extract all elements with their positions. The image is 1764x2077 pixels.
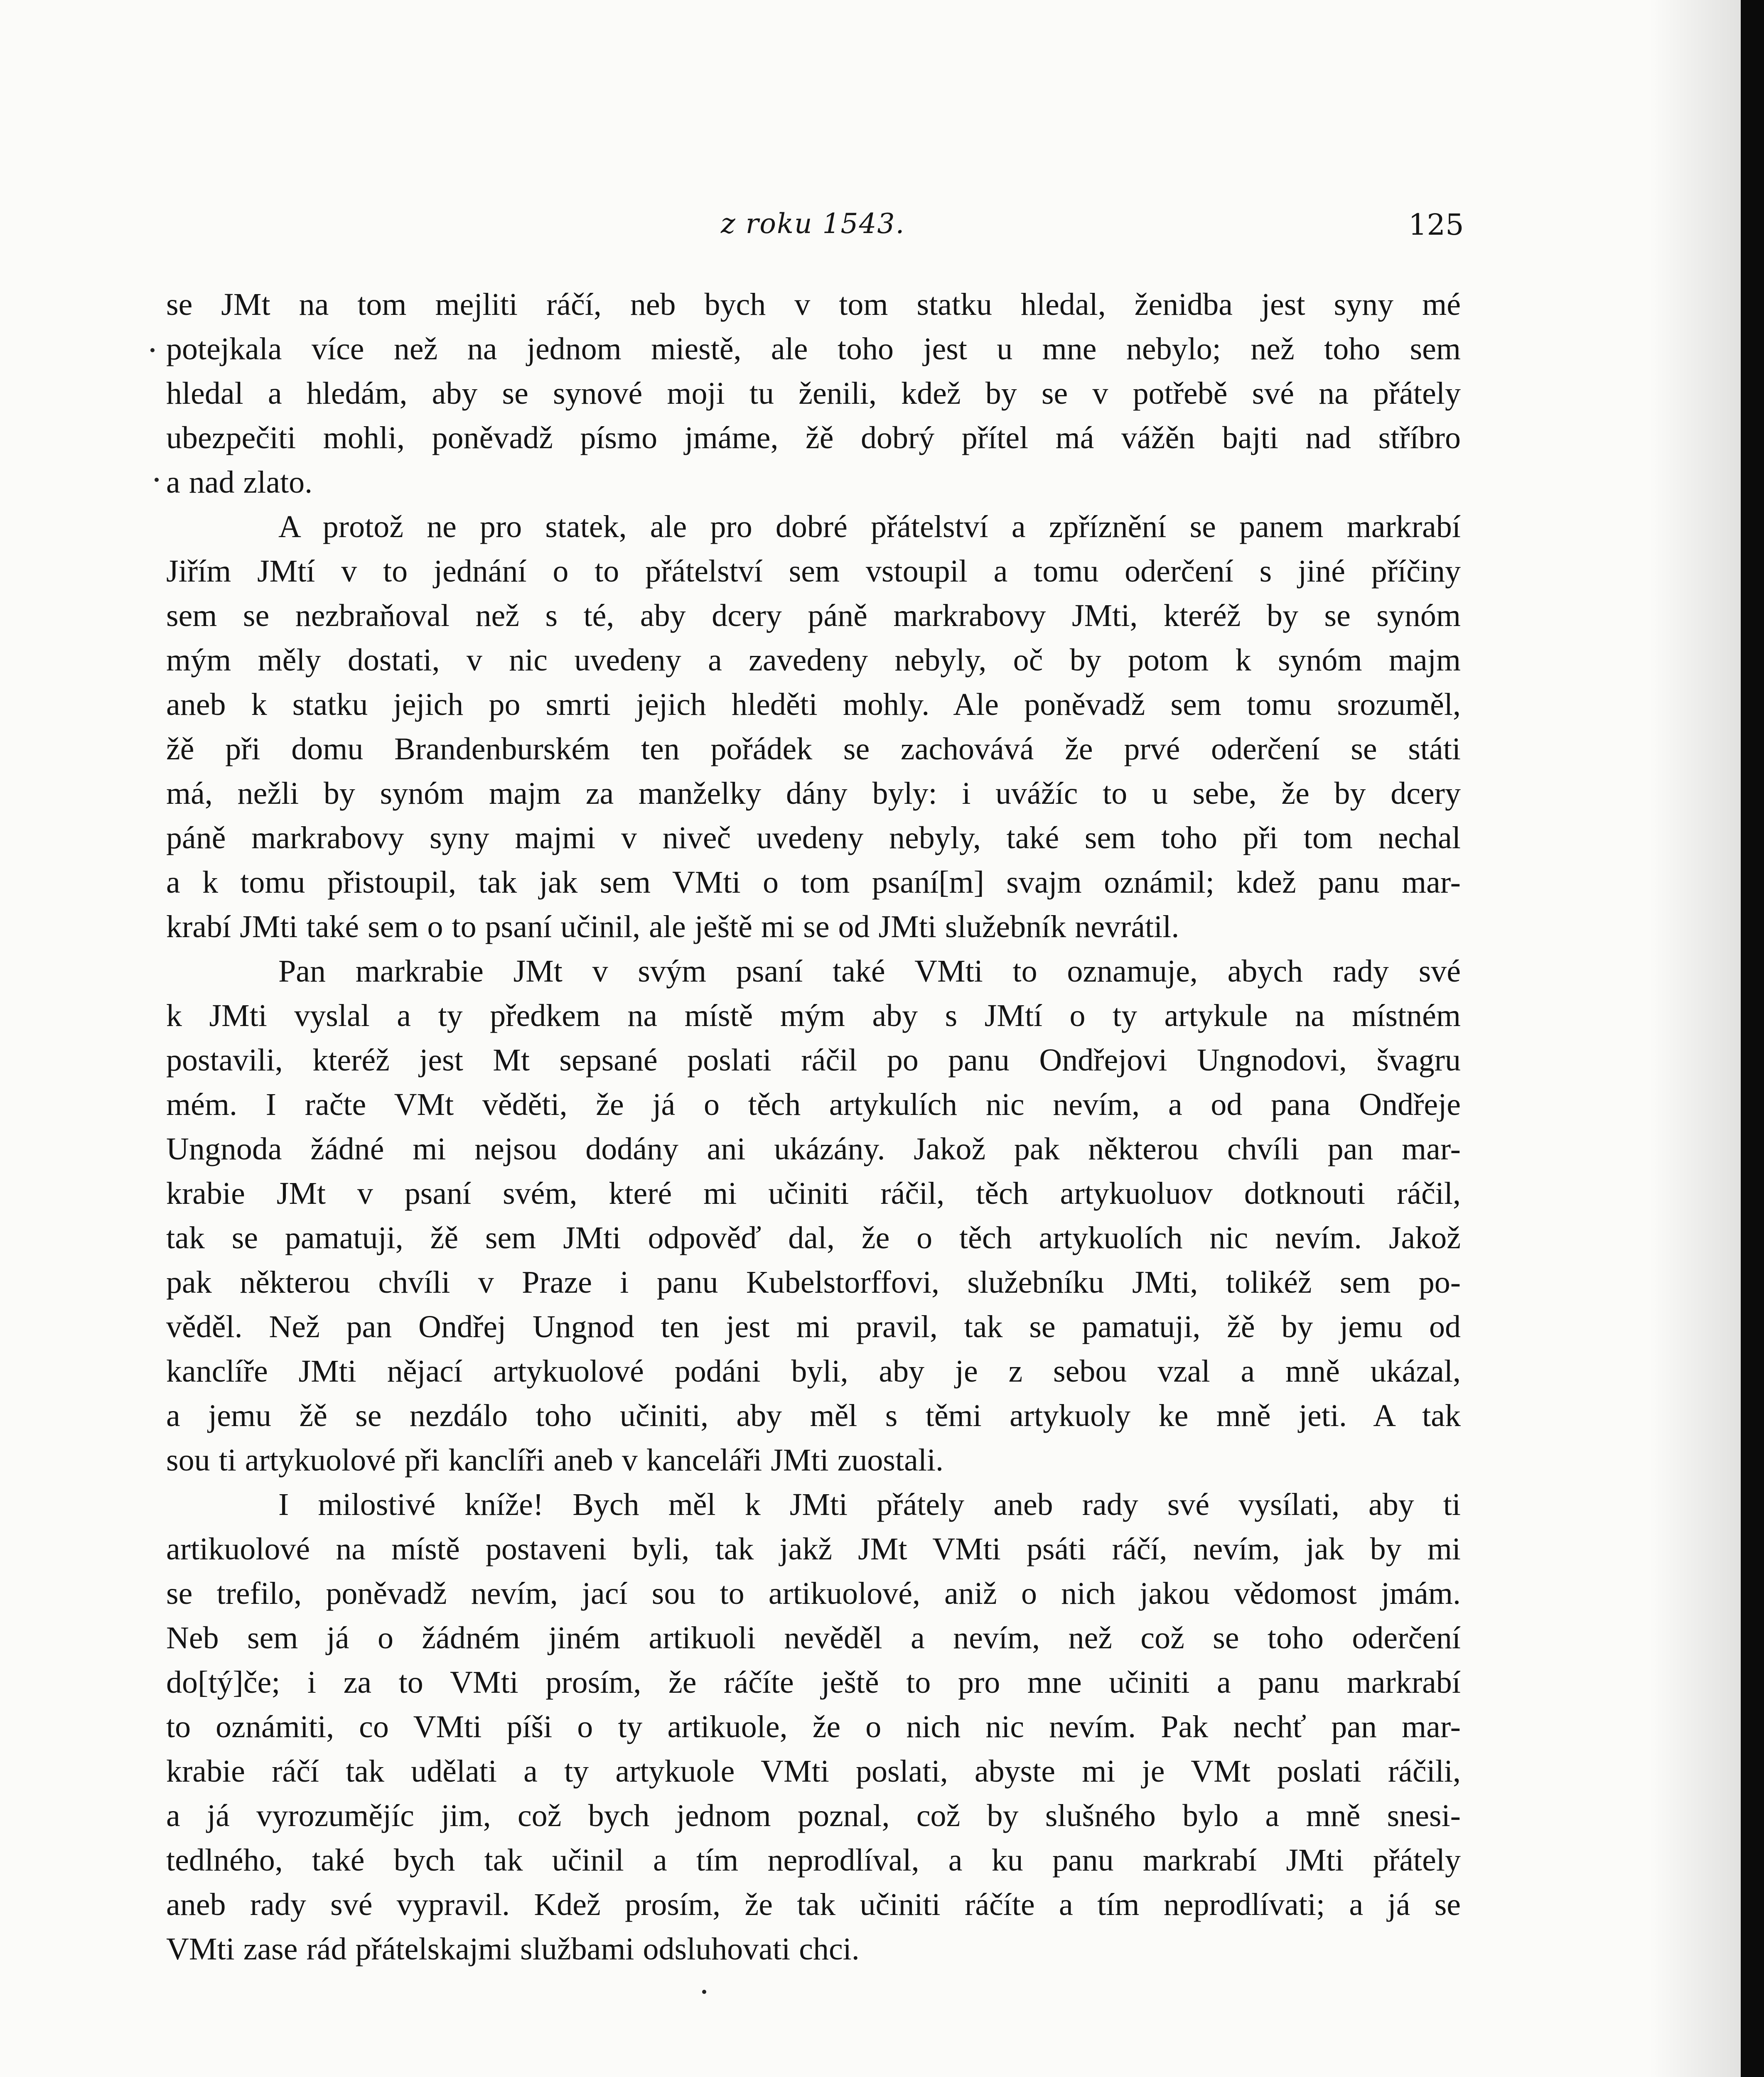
text-line: a nad zlato. bbox=[166, 465, 313, 500]
text-line: Pan markrabie JMt v svým psaní také VMti to oznamuje, abych rady své bbox=[278, 954, 1461, 989]
text-line: mém. I račte VMt věděti, že já o těch artykulích nic nevím, a od pana Ondřeje bbox=[166, 1087, 1461, 1122]
text-line: kanclíře JMti nějací artykuolové podáni byli, aby je z sebou vzal a mně ukázal, bbox=[166, 1354, 1461, 1389]
text-line: krabie ráčí tak udělati a ty artykuole VMti poslati, abyste mi je VMt poslati ráčili, bbox=[166, 1754, 1461, 1789]
text-line: I milostivé kníže! Bych měl k JMti přátely aneb rady své vysílati, aby ti bbox=[278, 1487, 1461, 1522]
text-line: pak některou chvíli v Praze i panu Kubelstorffovi, služebníku JMti, tolikéž sem po- bbox=[166, 1265, 1461, 1300]
print-speck bbox=[150, 348, 155, 352]
text-line: tedlného, také bych tak učinil a tím neprodlíval, a ku panu markrabí JMti přátely bbox=[166, 1843, 1461, 1878]
text-line: krabí JMti také sem o to psaní učinil, ale ještě mi se od JMti služebník nevrátil. bbox=[166, 909, 1179, 944]
text-line: má, nežli by synóm majm za manželky dány byly: i uvážíc to u sebe, že by dcery bbox=[166, 776, 1461, 811]
text-line: postavili, kteréž jest Mt sepsané poslati ráčil po panu Ondřejovi Ungnodovi, švagru bbox=[166, 1043, 1461, 1078]
paragraph bbox=[166, 505, 1461, 949]
text-line: aneb k statku jejich po smrti jejich hleděti mohly. Ale poněvadž sem tomu srozuměl, bbox=[166, 687, 1461, 722]
page-number: 125 bbox=[1408, 208, 1464, 242]
text-line: VMti zase rád přátelskajmi službami odsluhovati chci. bbox=[166, 1932, 860, 1967]
print-speck bbox=[702, 1990, 706, 1994]
text-line: se JMt na tom mejliti ráčí, neb bych v tom statku hledal, ženidba jest syny mé bbox=[166, 287, 1461, 322]
text-line: žě při domu Brandenburském ten pořádek se zachovává že prvé oderčení se státi bbox=[166, 732, 1461, 766]
text-line: mým měly dostati, v nic uvedeny a zavedeny nebyly, oč by potom k synóm majm bbox=[166, 643, 1461, 678]
text-line: artikuolové na místě postaveni byli, tak jakž JMt VMti psáti ráčí, nevím, jak by mi bbox=[166, 1532, 1461, 1566]
body-text bbox=[166, 282, 1461, 1971]
page-header bbox=[0, 208, 1741, 253]
text-line: Neb sem já o žádném jiném artikuoli nevěděl a nevím, než což se toho oderčení bbox=[166, 1620, 1461, 1655]
text-line: A protož ne pro statek, ale pro dobré přátelství a zpříznění se panem markrabí bbox=[278, 509, 1461, 544]
running-head: z roku 1543. bbox=[721, 208, 905, 240]
text-line: a jemu žě se nezdálo toho učiniti, aby měl s těmi artykuoly ke mně jeti. A tak bbox=[166, 1398, 1461, 1433]
text-line: věděl. Než pan Ondřej Ungnod ten jest mi pravil, tak se pamatuji, žě by jemu od bbox=[166, 1309, 1461, 1344]
text-line: páně markrabovy syny majmi v niveč uvedeny nebyly, také sem toho při tom nechal bbox=[166, 820, 1461, 855]
paragraph bbox=[166, 949, 1461, 1483]
text-line: k JMti vyslal a ty předkem na místě mým aby s JMtí o ty artykule na místném bbox=[166, 998, 1461, 1033]
text-line: se trefilo, poněvadž nevím, jací sou to artikuolové, aniž o nich jakou vědomost jmám. bbox=[166, 1576, 1461, 1611]
text-line: hledal a hledám, aby se synové moji tu ženili, kdež by se v potřebě své na přátely bbox=[166, 376, 1461, 411]
text-line: do[tý]če; i za to VMti prosím, že ráčíte ještě to pro mne učiniti a panu markrabí bbox=[166, 1665, 1461, 1700]
text-line: aneb rady své vypravil. Kdež prosím, že tak učiniti ráčíte a tím neprodlívati; a já se bbox=[166, 1887, 1461, 1922]
text-line: krabie JMt v psaní svém, které mi učiniti ráčil, těch artykuoluov dotknouti ráčil, bbox=[166, 1176, 1461, 1211]
text-line: to oznámiti, co VMti píši o ty artikuole, že o nich nic nevím. Pak nechť pan mar- bbox=[166, 1709, 1461, 1744]
text-line: ubezpečiti mohli, poněvadž písmo jmáme, žě dobrý přítel má vážěn bajti nad stříbro bbox=[166, 420, 1461, 455]
paragraph bbox=[166, 282, 1461, 505]
text-line: Ungnoda žádné mi nejsou dodány ani ukázány. Jakož pak některou chvíli pan mar- bbox=[166, 1132, 1461, 1166]
text-line: sem se nezbraňoval než s té, aby dcery páně markrabovy JMti, kteréž by se synóm bbox=[166, 598, 1461, 633]
paragraph bbox=[166, 1483, 1461, 1971]
print-speck bbox=[155, 478, 159, 482]
text-line: potejkala více než na jednom miestě, ale toho jest u mne nebylo; než toho sem bbox=[166, 331, 1461, 366]
text-line: Jiřím JMtí v to jednání o to přátelství sem vstoupil a tomu oderčení s jiné příčiny bbox=[166, 554, 1461, 589]
text-line: sou ti artykuolové při kanclíři aneb v kanceláři JMti zuostali. bbox=[166, 1443, 944, 1478]
text-line: a já vyrozumějíc jim, což bych jednom poznal, což by slušného bylo a mně snesi- bbox=[166, 1798, 1461, 1833]
text-line: a k tomu přistoupil, tak jak sem VMti o tom psaní[m] svajm oznámil; kdež panu mar- bbox=[166, 865, 1461, 900]
page-edge-shadow bbox=[1649, 0, 1741, 2077]
text-line: tak se pamatuji, žě sem JMti odpověď dal, že o těch artykuolích nic nevím. Jakož bbox=[166, 1220, 1461, 1255]
